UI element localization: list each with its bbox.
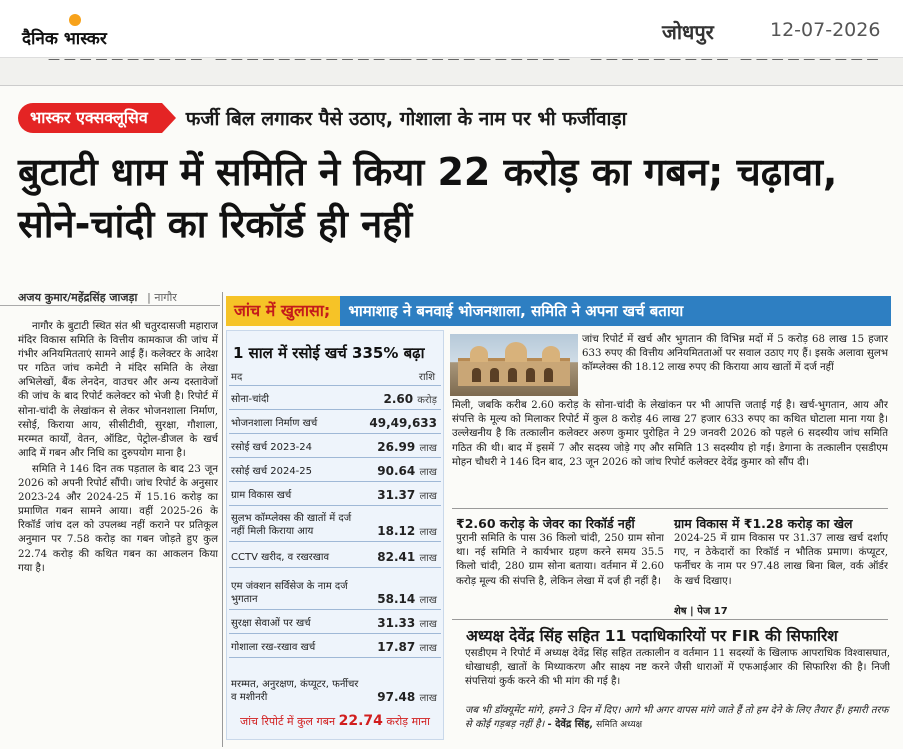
findings-title: भामाशाह ने बनवाई भोजनशाला, समिति ने अपना खर्च बताया bbox=[348, 302, 684, 320]
table-row bbox=[229, 657, 441, 707]
row-label: ग्राम विकास खर्च bbox=[231, 490, 292, 501]
edition-date[interactable]: 12-07-2026 bbox=[770, 19, 881, 41]
row-label: सुलभ कॉम्प्लेक्स की खातों में दर्ज नहीं मिली किराया आय bbox=[231, 513, 352, 537]
table-row bbox=[229, 481, 441, 505]
previous-row-strip: — — — — — — — — — — — — — — — — — — — — — — — — — — — — — — — — — — — — — — — — — — — — — — — — — — — bbox=[0, 58, 903, 86]
president-quote bbox=[465, 704, 890, 732]
row-label: CCTV खरीद, व रखरखाव bbox=[231, 552, 330, 563]
column-amount: राशि bbox=[418, 372, 435, 383]
left-story-column bbox=[18, 320, 218, 745]
table-title: 1 साल में रसोई खर्च 335% बढ़ा bbox=[233, 344, 425, 362]
section-rule bbox=[452, 508, 888, 509]
logo-text: दैनिक भास्कर bbox=[22, 29, 107, 49]
exclusive-badge: भास्कर एक्सक्लूसिव bbox=[18, 103, 162, 133]
byline-place: | नागौर bbox=[147, 291, 177, 304]
edition-city[interactable]: जोधपुर bbox=[662, 20, 714, 44]
row-label: रसोई खर्च 2024-25 bbox=[231, 466, 313, 477]
byline-rule bbox=[0, 305, 220, 306]
table-row bbox=[229, 567, 441, 609]
app-bar bbox=[0, 0, 903, 58]
table-row bbox=[229, 541, 441, 567]
story-top-wrap-1 bbox=[582, 333, 888, 399]
row-value: 2.60 करोड़ bbox=[383, 392, 437, 406]
row-label: एम जंक्शन सर्विसेज के नाम दर्ज भुगतान bbox=[231, 581, 348, 605]
row-label: सोना-चांदी bbox=[231, 394, 269, 405]
row-label: मरम्मत, अनुरक्षण, कंप्यूटर, फर्नीचर व मशीनरी bbox=[231, 679, 359, 703]
story-top-continuation: मिली, जबकि करीब 2.60 करोड़ के सोना-चांदी के लेखांकन पर भी आपत्ति जताई गई है। खर्च-भुगतान, आय और संपत्ति के मूल्य को मिलाकर रिपोर्ट में कुल 8 करोड़ 46 लाख 27 हजार 633 रुपए का कथित घोटाला माना गया है। उल्लेखनीय है कि तत्कालीन कलेक्टर अरुण कुमार पुरोहित ने 29 जनवरी 2026 को पहले 6 सदस्यीय जांच समिति गठित की थी। बाद में इसमें 7 और सदस्य जोड़े गए और समिति 13 सदस्यीय हो गई। डेगाना के तत्कालीन एसडीएम मोहन चौधरी ने 146 दिन बाद, 23 जून 2026 को जांच रिपोर्ट कलेक्टर देवेंद्र कुमार को सौंप दी। bbox=[452, 400, 888, 468]
village-body: 2024-25 में ग्राम विकास पर 31.37 लाख खर्च दर्शाए गए, न ठेकेदारों का रिकॉर्ड न भौतिक प्रमाण। कंप्यूटर, फर्नीचर के नाम पर 97.48 लाख बिना बिल, वर्क ऑर्डर के खर्च दिखाए। bbox=[674, 533, 888, 587]
row-label: रसोई खर्च 2023-24 bbox=[231, 442, 313, 453]
left-paragraph-1: नागौर के बुटाटी स्थित संत श्री चतुरदासजी महाराज मंदिर विकास समिति के वित्तीय कामकाज की जांच में गंभीर अनियमितताएं सामने आई हैं। कलेक्टर के आदेश पर गठित जांच कमेटी ने मंदिर समिति के लेखा अभिलेखों, बैंक लेनदेन, वाउचर और अन्य दस्तावेजों की जांच के बाद रिपोर्ट कलेक्टर को भेजी है। रिपोर्ट में सोना-चांदी के लेखांकन से लेकर भोजनशाला निर्माण, रसोई, किराया आय, सीसीटीवी, सुरक्षा, गौशाला, मरम्मत कार्यों, वेतन, ऑडिट, पेट्रोल-डीजल के खर्च आदि में गबन और निधि का दुरुपयोग माना है। bbox=[18, 321, 218, 459]
headline: बुटाटी धाम में समिति ने किया 22 करोड़ का गबन; चढ़ावा, सोने-चांदी का रिकॉर्ड ही नहीं bbox=[18, 150, 838, 246]
column-divider bbox=[222, 292, 223, 747]
row-label: सुरक्षा सेवाओं पर खर्च bbox=[231, 618, 311, 629]
village-title: ग्राम विकास में ₹1.28 करोड़ का खेल bbox=[674, 516, 853, 531]
findings-tag: जांच में खुलासा; bbox=[226, 296, 340, 326]
byline-authors: अजय कुमार/महेंद्रसिंह जाजड़ा bbox=[18, 291, 138, 304]
story-top-wrap-2 bbox=[452, 399, 888, 503]
row-value: 82.41 लाख bbox=[377, 550, 437, 564]
fir-body: एसडीएम ने रिपोर्ट में अध्यक्ष देवेंद्र सिंह सहित तत्कालीन व वर्तमान 11 सदस्यों के खिलाफ आपराधिक विश्वासघात, धोखाधड़ी, खातों के मिथ्याकरण और साक्ष्य नष्ट करने जैसी धाराओं में एफआईआर की सिफारिश की है। निजी संपत्तियां कुर्क करने की भी मांग की गई है। bbox=[465, 648, 890, 688]
row-value: 97.48 लाख bbox=[377, 690, 437, 704]
table-row bbox=[229, 505, 441, 541]
table-row bbox=[229, 633, 441, 657]
kicker bbox=[18, 103, 627, 133]
byline bbox=[18, 290, 177, 305]
table-row bbox=[229, 409, 441, 433]
row-value: 31.37 लाख bbox=[377, 488, 437, 502]
row-value: 58.14 लाख bbox=[377, 592, 437, 606]
kicker-text: फर्जी बिल लगाकर पैसे उठाए, गोशाला के नाम पर भी फर्जीवाड़ा bbox=[185, 108, 627, 130]
quote-text: जब भी डॉक्यूमेंट मांगे, हमने 3 दिन में दिए। आगे भी अगर वापस मांगे जाते हैं तो हम देने के लिए तैयार हैं। हमारी तरफ से कोई गड़बड़ नहीं है। bbox=[465, 705, 889, 730]
gold-body: पुरानी समिति के पास 36 किलो चांदी, 250 ग्राम सोना था। नई समिति ने कार्यभार ग्रहण करने समय 35.5 किलो चांदी, 280 ग्राम सोना बताया। वर्तमान में 2.60 करोड़ मूल्य की संपत्ति है, लेकिन लेखा में दर्ज ही नहीं है। bbox=[456, 533, 664, 587]
row-value: 90.64 लाख bbox=[377, 464, 437, 478]
section-rule bbox=[452, 619, 888, 620]
table-header bbox=[227, 369, 443, 385]
row-value: 31.33 लाख bbox=[377, 616, 437, 630]
fir-title: अध्यक्ष देवेंद्र सिंह सहित 11 पदाधिकारियों पर FIR की सिफारिश bbox=[466, 627, 838, 645]
findings-panel-header bbox=[226, 296, 891, 326]
table-row bbox=[229, 609, 441, 633]
quote-name: - देवेंद्र सिंह, bbox=[547, 719, 593, 730]
row-label: भोजनशाला निर्माण खर्च bbox=[231, 418, 318, 429]
row-label: गोशाला रख-रखाव खर्च bbox=[231, 642, 316, 653]
table-row bbox=[229, 385, 441, 409]
continued-page-ref[interactable]: शेष | पेज 17 bbox=[674, 606, 728, 617]
temple-photo bbox=[450, 334, 578, 396]
quote-role: समिति अध्यक्ष bbox=[596, 720, 643, 730]
row-value: 17.87 लाख bbox=[377, 640, 437, 654]
column-item: मद bbox=[231, 372, 243, 383]
left-paragraph-2: समिति ने 146 दिन तक पड़ताल के बाद 23 जून 2026 को अपनी रिपोर्ट सौंपी। जांच रिपोर्ट के अनुसार 2023-24 और 2024-25 में 15.16 करोड़ का प्रमाणित गबन सामने आया। वहीं 2025-26 के रिकॉर्ड जांच दल को उपलब्ध नहीं कराने पर प्रतिकूल अनुमान पर 7.58 करोड़ का गबन जोड़ते हुए कुल 22.74 करोड़ की कथित गबन का आकलन किया गया है। bbox=[18, 463, 218, 574]
sun-icon bbox=[66, 12, 84, 26]
row-value: 26.99 लाख bbox=[377, 440, 437, 454]
gold-title: ₹2.60 करोड़ के जेवर का रिकॉर्ड नहीं bbox=[456, 516, 635, 531]
story-top-text: जांच रिपोर्ट में खर्च और भुगतान की विभिन्न मदों में 5 करोड़ 68 लाख 15 हजार 633 रुपए की वित्तीय अनियमितताओं पर सवाल उठाए गए हैं। इसके अलावा सुलभ कॉम्प्लेक्स की 18.12 लाख रुपए की किराया आय खातों में दर्ज नहीं bbox=[582, 334, 888, 374]
table-row bbox=[229, 433, 441, 457]
row-value: 49,49,633 bbox=[369, 416, 437, 430]
table-row bbox=[229, 457, 441, 481]
expense-table bbox=[226, 330, 444, 740]
table-total: जांच रिपोर्ट में कुल गबन 22.74 करोड़ माना bbox=[240, 713, 430, 729]
row-value: 18.12 लाख bbox=[377, 524, 437, 538]
